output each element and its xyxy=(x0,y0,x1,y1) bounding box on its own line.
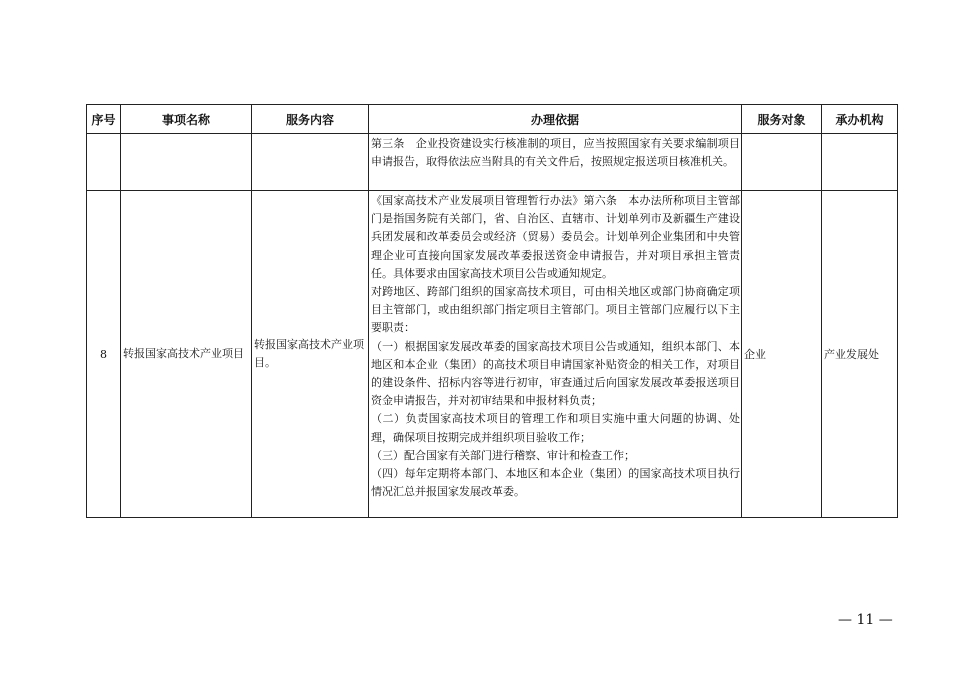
page-number: — 11 — xyxy=(838,612,893,628)
agency: 产业发展处 xyxy=(822,191,898,518)
header-number: 序号 xyxy=(87,105,121,134)
basis-paragraph: （二）负责国家高技术项目的管理工作和项目实施中重大问题的协调、处理，确保项目按期完成并组织项目验收工作； xyxy=(371,412,740,444)
item-name: 转报国家高技术产业项目 xyxy=(121,191,252,518)
table-header-row xyxy=(87,105,898,134)
basis-paragraph: （四）每年定期将本部门、本地区和本企业（集团）的国家高技术项目执行情况汇总并报国家发展改革委。 xyxy=(371,467,740,499)
header-basis: 办理依据 xyxy=(369,105,742,134)
cell-empty xyxy=(742,134,822,191)
header-service-target: 服务对象 xyxy=(742,105,822,134)
header-item-name: 事项名称 xyxy=(121,105,252,134)
cell-empty xyxy=(252,134,369,191)
services-table xyxy=(86,104,898,518)
cell-empty xyxy=(87,134,121,191)
table-row xyxy=(87,191,898,518)
table-row-continued xyxy=(87,134,898,191)
continued-basis-cell xyxy=(369,134,742,191)
basis-paragraph: （一）根据国家发展改革委的国家高技术项目公告或通知，组织本部门、本地区和本企业（集团）的高技术项目申请国家补贴资金的相关工作，对项目的建设条件、招标内容等进行初审，审查通过后向国家发展改革委报送项目资金申请报告，并对初审结果和申报材料负责； xyxy=(371,339,740,408)
row-number: 8 xyxy=(87,191,121,518)
header-agency: 承办机构 xyxy=(822,105,898,134)
header-service-content: 服务内容 xyxy=(252,105,369,134)
basis-paragraph: 对跨地区、跨部门组织的国家高技术项目，可由相关地区或部门协商确定项目主管部门，或由组织部门指定项目主管部门。项目主管部门应履行以下主要职责： xyxy=(371,285,740,335)
basis-paragraph: （三）配合国家有关部门进行稽察、审计和检查工作； xyxy=(371,448,635,462)
basis-cell xyxy=(369,191,742,518)
service-target: 企业 xyxy=(742,191,822,518)
basis-paragraph: 《国家高技术产业发展项目管理暂行办法》第六条 本办法所称项目主管部门是指国务院有关部门，省、自治区、直辖市、计划单列市及新疆生产建设兵团发展和改革委员会或经济（贸易）委员会。计划单列企业集团和中央管理企业可直接向国家发展改革委报送资金申请报告，并对项目承担主管责任。具体要求由国家高技术项目公告或通知规定。 xyxy=(371,194,740,280)
continued-basis-text: 第三条 企业投资建设实行核准制的项目，应当按照国家有关要求编制项目申请报告，取得依法应当附具的有关文件后，按照规定报送项目核准机关。 xyxy=(371,137,740,169)
service-content: 转报国家高技术产业项目。 xyxy=(252,191,369,518)
cell-empty xyxy=(121,134,252,191)
cell-empty xyxy=(822,134,898,191)
